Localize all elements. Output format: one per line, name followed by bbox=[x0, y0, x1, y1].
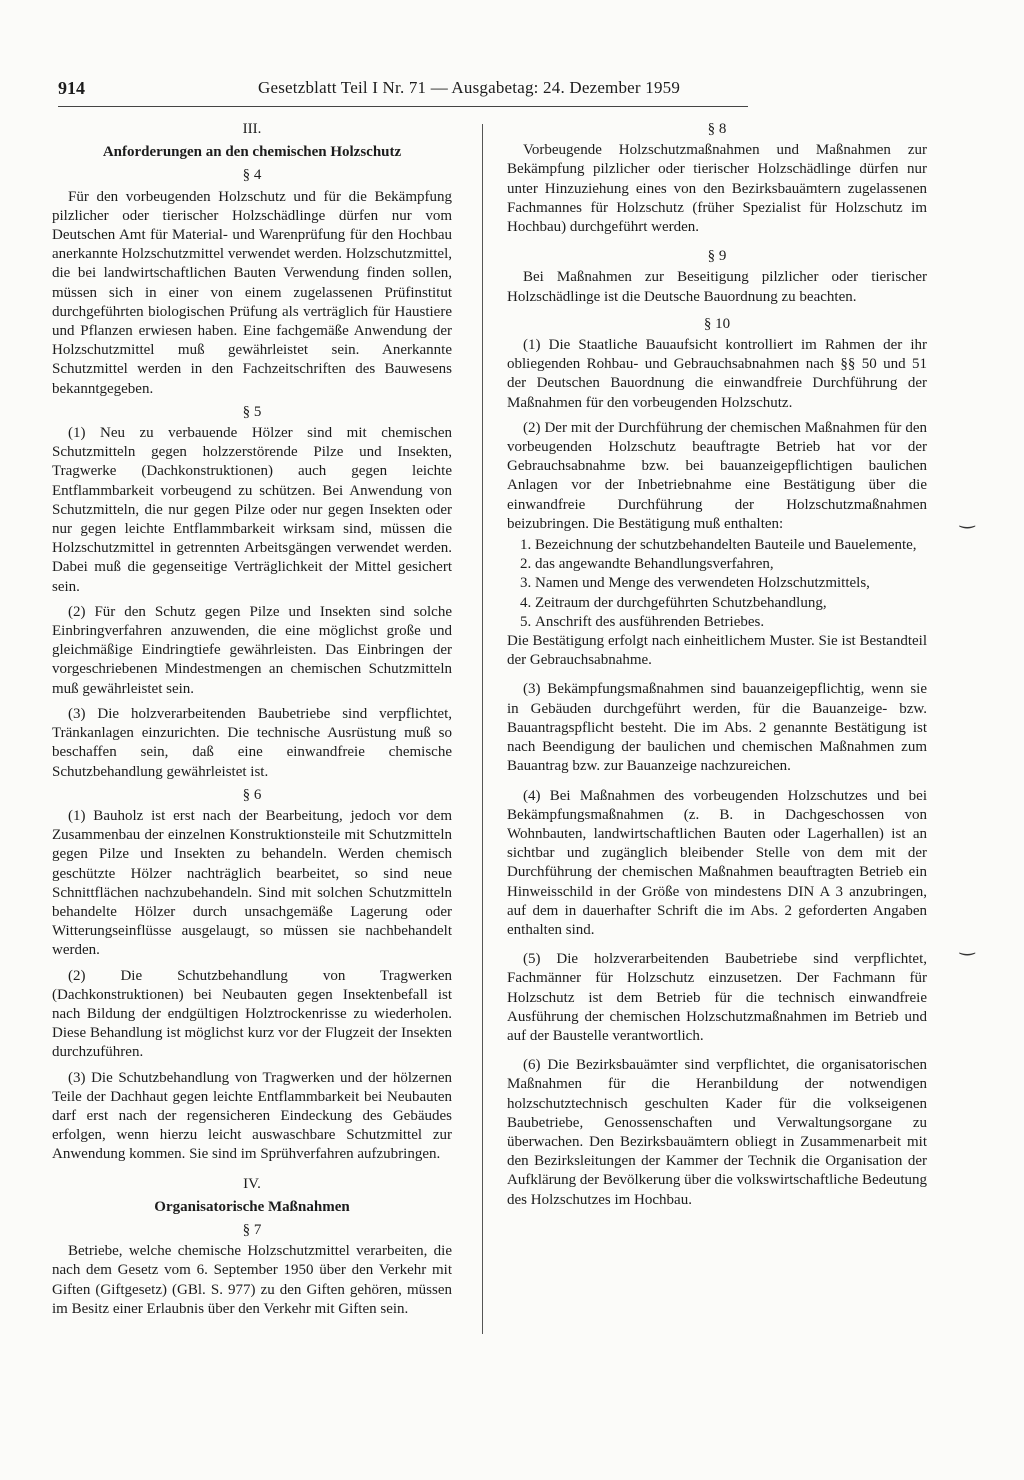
paragraph: Betriebe, welche chemische Holzschutzmittel verarbeiten, die nach dem Gesetz vom 6. September 1950 über den Verkehr mit Giften (Giftgesetz) (GBl. S. 977) zu den Giften gehören, müssen im Besitz einer Erlaubnis über den Verkehr mit Giften sein. bbox=[52, 1243, 452, 1317]
requirements-list bbox=[507, 536, 927, 632]
paragraph: (3) Bekämpfungsmaßnahmen sind bauanzeigepflichtig, wenn sie in Gebäuden durchgeführt werden, für die Bauanzeige- bzw. Bauantragspflicht besteht. Die im Abs. 2 genannte Bestätigung ist nach Beendigung der baulichen und chemischen Maßnahmen zum Bauantrag bzw. zur Bauanzeige nachzureichen. bbox=[507, 681, 927, 775]
section-sign: § 5 bbox=[242, 403, 262, 420]
paragraph: (5) Die holzverarbeitenden Baubetriebe sind verpflichtet, Fachmänner für Holzschutz einzusetzen. Der Fachmann für Holzschutz ist dem Betrieb für die technisch einwandfreie Ausführung der chemischen Holzschutzmaßnahmen im Betrieb und auf der Baustelle verantwortlich. bbox=[507, 951, 927, 1044]
section-sign: § 8 bbox=[707, 121, 727, 137]
left-column bbox=[52, 116, 452, 1319]
page-number: 914 bbox=[58, 78, 85, 98]
paragraph: Für den vorbeugenden Holzschutz und für die Bekämpfung pilzlicher oder tierischer Holzschädlinge dürfen nur vom Deutschen Amt für Material- und Warenprüfung für den Hochbau anerkannte Holzschutzmittel verwendet werden. Holzschutzmittel, die bei landwirtschaftlichen Bauten Verwendung finden sollen, müssen sich in einer von einem zugelassenen Prüfinstitut durchgeführten biologischen Prüfung als verträglich für Haustiere und Pflanzen erwiesen haben. Eine fachgemäße Anwendung der Holzschutzmittel muß gewährleistet sein. Anerkannte Schutzmittel werden in den Fachzeitschriften des Bauwesens bekanntgegeben. bbox=[52, 188, 452, 397]
paragraph: (3) Die Schutzbehandlung von Tragwerken und der hölzernen Teile der Dachhaut gegen leichte Entflammbarkeit bei Neubauten darf erst nach der regensicheren Eindeckung des Gebäudes erfolgen, wenn hierzu leicht auswaschbare Schutzmittel zur Anwendung kommen. Sie sind im Sprühverfahren aufzubringen. bbox=[52, 1069, 452, 1163]
paragraph: (1) Die Staatliche Bauaufsicht kontrolliert im Rahmen der ihr obliegenden Rohbau- und Gebrauchsabnahmen nach §§ 50 und 51 der Deutschen Bauordnung die einwandfreie Durchführung der Maßnahmen für den vorbeugenden Holzschutz. bbox=[507, 337, 927, 411]
paragraph: Vorbeugende Holzschutzmaßnahmen und Maßnahmen zur Bekämpfung pilzlicher oder tierischer Holzschädlinge dürfen nur unter Hinzuziehung eines von den Bezirksbauämtern zugelassenen Fachmannes für Holzschutz (früher Spezialist für Holzschutz im Hochbau) durchgeführt werden. bbox=[507, 142, 927, 236]
paragraph: (6) Die Bezirksbauämter sind verpflichtet, die organisatorischen Maßnahmen für die Heranbildung der notwendigen holzschutztechnisch geschulten Kader für die volkseigenen Baubetriebe, Genossenschaften und Verwaltungsorgane zu überwachen. Den Bezirksbauämtern obliegt in Zusammenarbeit mit den Bezirksleitungen der Kammer der Technik die Organisation der Aufklärung der Bevölkerung über die volkswirtschaftliche Bedeutung des Holzschutzes im Hochbau. bbox=[507, 1057, 927, 1208]
section-sign: § 4 bbox=[242, 167, 262, 184]
section-sign: § 7 bbox=[242, 1221, 262, 1238]
paragraph: (2) Für den Schutz gegen Pilze und Insekten sind solche Einbringverfahren anzuwenden, die eine möglichst große und gleichmäßige Eindringtiefe gewährleisten. Das Einbringen der vorgeschriebenen Mindestmengen an chemischen Schutzmitteln muß gewährleistet sein. bbox=[52, 603, 452, 697]
margin-mark-icon: ‿ bbox=[960, 935, 975, 955]
part-number: III. bbox=[242, 121, 262, 137]
section-sign: § 6 bbox=[242, 786, 262, 803]
paragraph: (1) Bauholz ist erst nach der Bearbeitung, jedoch vor dem Zusammenbau der einzelnen Konstruktionsteile mit Schutzmitteln gegen Pilze und Insekten zu behandeln. Werden chemisch geschützte Hölzer nachträglich bearbeitet, so sind neue Schnittflächen nachzubehandeln. Sind mit solchen Schutzmitteln behandelte Hölzer durch unsachgemäße Lagerung oder Witterungseinflüsse ausgelaugt, so müssen sie nachbehandelt werden. bbox=[52, 807, 452, 959]
right-column bbox=[507, 116, 927, 1210]
paragraph: (3) Die holzverarbeitenden Baubetriebe sind verpflichtet, Tränkanlagen einzurichten. Die technische Ausrüstung muß so beschaffen sein, daß eine einwandfreie chemische Schutzbehandlung gewährleistet ist. bbox=[52, 705, 452, 780]
paragraph: (4) Bei Maßnahmen des vorbeugenden Holzschutzes und bei Bekämpfungsmaßnahmen (z. B. in Dachgeschossen von Wohnbauten, landwirtschaftlichen Bauten oder Lagerhallen) ist an sichtbar und zugänglich bleibender Stelle von dem mit der Durchführung der chemischen Maßnahmen beauftragten Betrieb ein Hinweisschild in der Größe von mindestens DIN A 3 anzubringen, auf dem in dauerhafter Schrift die im Abs. 2 geforderten Angaben enthalten sind. bbox=[507, 787, 927, 938]
part-number: IV. bbox=[243, 1175, 261, 1192]
paragraph: Bei Maßnahmen zur Beseitigung pilzlicher oder tierischer Holzschädlinge ist die Deutsche Bauordnung zu beachten. bbox=[507, 269, 927, 305]
list-item: 1. Bezeichnung der schutzbehandelten Bauteile und Bauelemente, bbox=[535, 536, 927, 555]
paragraph: (2) Der mit der Durchführung der chemischen Maßnahmen für den vorbeugenden Holzschutz beauftragte Betrieb hat vor der Gebrauchsabnahme bzw. bei bauanzeigepflichtigen baulichen Anlagen vor der Inbetriebnahme eine Bestätigung über die einwandfreie Durchführung der Holzschutzmaßnahmen beizubringen. Die Bestätigung muß enthalten: bbox=[507, 419, 927, 532]
list-item: 5. Anschrift des ausführenden Betriebes. bbox=[535, 613, 927, 632]
paragraph: Die Bestätigung erfolgt nach einheitlichem Muster. Sie ist Bestandteil der Gebrauchsabnahme. bbox=[507, 633, 927, 669]
margin-mark-icon: ‿ bbox=[960, 508, 975, 528]
part-heading: Anforderungen an den chemischen Holzschutz bbox=[102, 144, 402, 161]
column-divider bbox=[482, 124, 483, 1334]
page-header bbox=[58, 78, 748, 104]
section-sign: § 10 bbox=[703, 315, 731, 332]
header-title: Gesetzblatt Teil I Nr. 71 — Ausgabetag: 24. Dezember 1959 bbox=[258, 78, 681, 97]
list-item: 3. Namen und Menge des verwendeten Holzschutzmittels, bbox=[535, 574, 927, 593]
list-item: 2. das angewandte Behandlungsverfahren, bbox=[535, 555, 927, 574]
header-rule bbox=[58, 106, 748, 107]
section-sign: § 9 bbox=[707, 248, 727, 265]
list-item: 4. Zeitraum der durchgeführten Schutzbehandlung, bbox=[535, 594, 927, 613]
paragraph: (1) Neu zu verbauende Hölzer sind mit chemischen Schutzmitteln gegen holzzerstörende Pilze und Insekten, Tragwerke (Dachkonstruktionen) auch gegen leichte Entflammbarkeit vorbeugend zu schützen. Bei Anwendung von Schutzmitteln, die nur gegen Pilze oder nur gegen Insekten oder nur gegen leichte Entflammbarkeit wirksam sind, müssen die Holzschutzmittel in getrennten Arbeitsgängen verwendet werden. Dabei muß die gegenseitige Verträglichkeit der Mittel gesichert sein. bbox=[52, 425, 452, 595]
paragraph: (2) Die Schutzbehandlung von Tragwerken (Dachkonstruktionen) bei Neubauten gegen Insektenbefall ist nach Bildung der endgültigen Holztrockenrisse zu wiederholen. Diese Behandlung ist möglichst kurz vor der Flugzeit der Insekten durchzuführen. bbox=[52, 967, 452, 1061]
part-heading: Organisatorische Maßnahmen bbox=[154, 1198, 350, 1215]
